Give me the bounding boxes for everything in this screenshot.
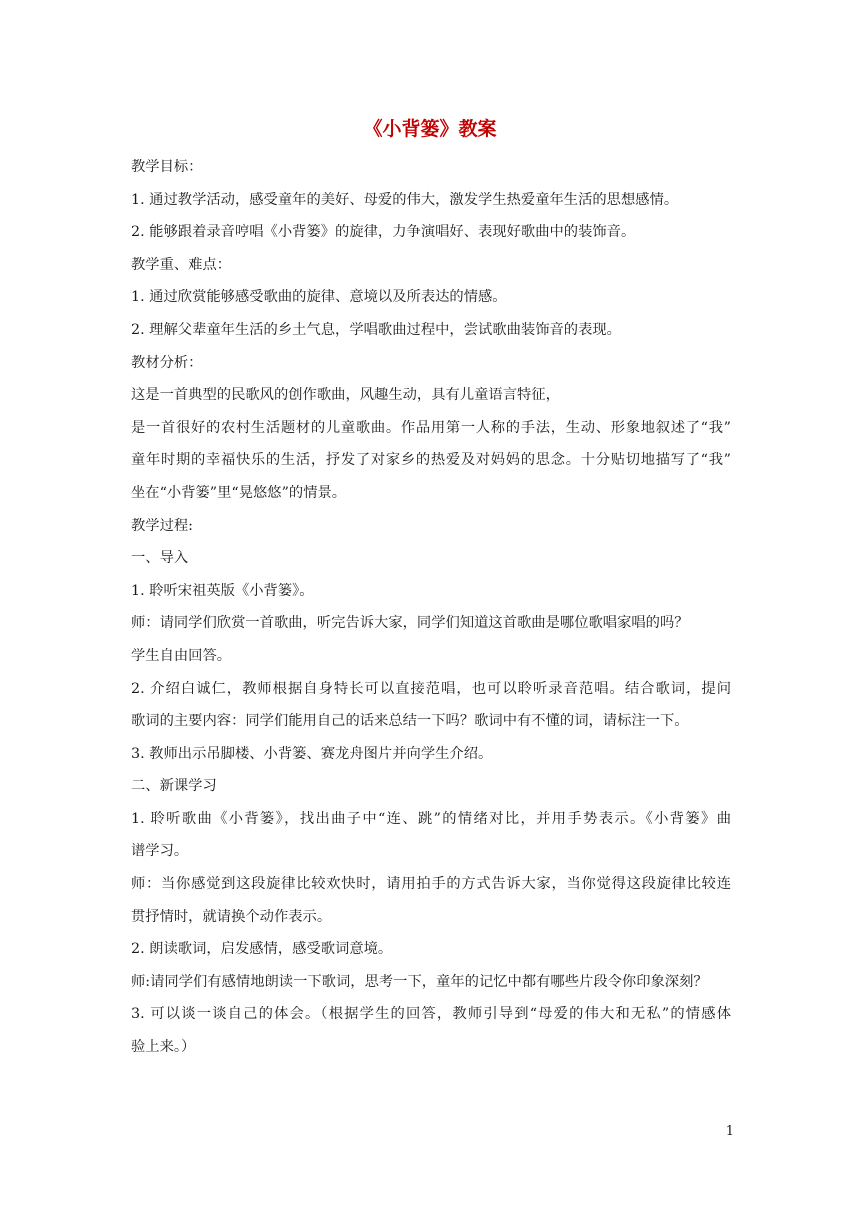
section-heading-process: 教学过程: (131, 517, 194, 534)
teacher-prompt-1: 师：请同学们欣赏一首歌曲，听完告诉大家，同学们知道这首歌曲是哪位歌唱家唱的吗？ (131, 615, 689, 632)
objective-1: 1. 通过教学活动，感受童年的美好、母爱的伟大，激发学生热爱童年生活的思想感情。 (131, 191, 679, 208)
teacher-prompt-3: 师:请同学们有感情地朗读一下歌词，思考一下，童年的记忆中都有哪些片段令你印象深刻？ (131, 973, 708, 990)
lesson-step-3-line-1: 3. 可以谈一谈自己的体会。（根据学生的回答，教师引导到“母爱的伟大和无私”的情感体 (131, 1006, 731, 1023)
intro-step-3: 3. 教师出示吊脚楼、小背篓、赛龙舟图片并向学生介绍。 (131, 745, 493, 762)
document-body (131, 151, 731, 1064)
lesson-step-1-line-1: 1. 聆听歌曲《小背篓》，找出曲子中“连、跳”的情绪对比，并用手势表示。《小背篓》曲 (131, 810, 731, 827)
section-heading-analysis: 教材分析： (131, 354, 203, 371)
lesson-step-1-line-2: 谱学习。 (131, 843, 189, 860)
document-title: 《小背篓》教案 (363, 118, 497, 140)
analysis-line-3: 童年时期的幸福快乐的生活，抒发了对家乡的热爱及对妈妈的思念。十分贴切地描写了“我” (131, 452, 731, 469)
intro-step-1: 1. 聆听宋祖英版《小背篓》。 (131, 582, 314, 599)
intro-step-2-line-1: 2. 介绍白诚仁，教师根据自身特长可以直接范唱，也可以聆听录音范唱。结合歌词，提问 (131, 680, 731, 697)
key-point-1: 1. 通过欣赏能够感受歌曲的旋律、意境以及所表达的情感。 (131, 289, 507, 306)
teacher-prompt-2-line-1: 师：当你感觉到这段旋律比较欢快时，请用拍手的方式告诉大家，当你觉得这段旋律比较连 (131, 876, 731, 893)
lesson-step-2: 2. 朗读歌词，启发感情，感受歌词意境。 (131, 941, 393, 958)
subheading-new-lesson: 二、新课学习 (131, 778, 217, 795)
objective-2: 2. 能够跟着录音哼唱《小背篓》的旋律，力争演唱好、表现好歌曲中的装饰音。 (131, 224, 636, 241)
student-answer-1: 学生自由回答。 (131, 647, 232, 664)
section-heading-objectives: 教学目标： (131, 159, 203, 175)
section-heading-key-points: 教学重、难点： (131, 256, 232, 273)
analysis-line-2: 是一首很好的农村生活题材的儿童歌曲。作品用第一人称的手法，生动、形象地叙述了“我” (131, 419, 731, 436)
lesson-step-3-line-2: 验上来。） (131, 1039, 196, 1056)
intro-step-2-line-2: 歌词的主要内容：同学们能用自己的话来总结一下吗？歌词中有不懂的词，请标注一下。 (131, 713, 689, 730)
key-point-2: 2. 理解父辈童年生活的乡土气息，学唱歌曲过程中，尝试歌曲装饰音的表现。 (131, 321, 621, 338)
teacher-prompt-2-line-2: 贯抒情时，就请换个动作表示。 (131, 908, 332, 925)
subheading-intro: 一、导入 (131, 550, 189, 567)
page-number: 1 (725, 1124, 734, 1139)
analysis-line-1: 这是一首典型的民歌风的创作歌曲，风趣生动，具有儿童语言特征， (131, 387, 560, 404)
analysis-line-4: 坐在“小背篓”里“晃悠悠”的情景。 (131, 484, 347, 501)
